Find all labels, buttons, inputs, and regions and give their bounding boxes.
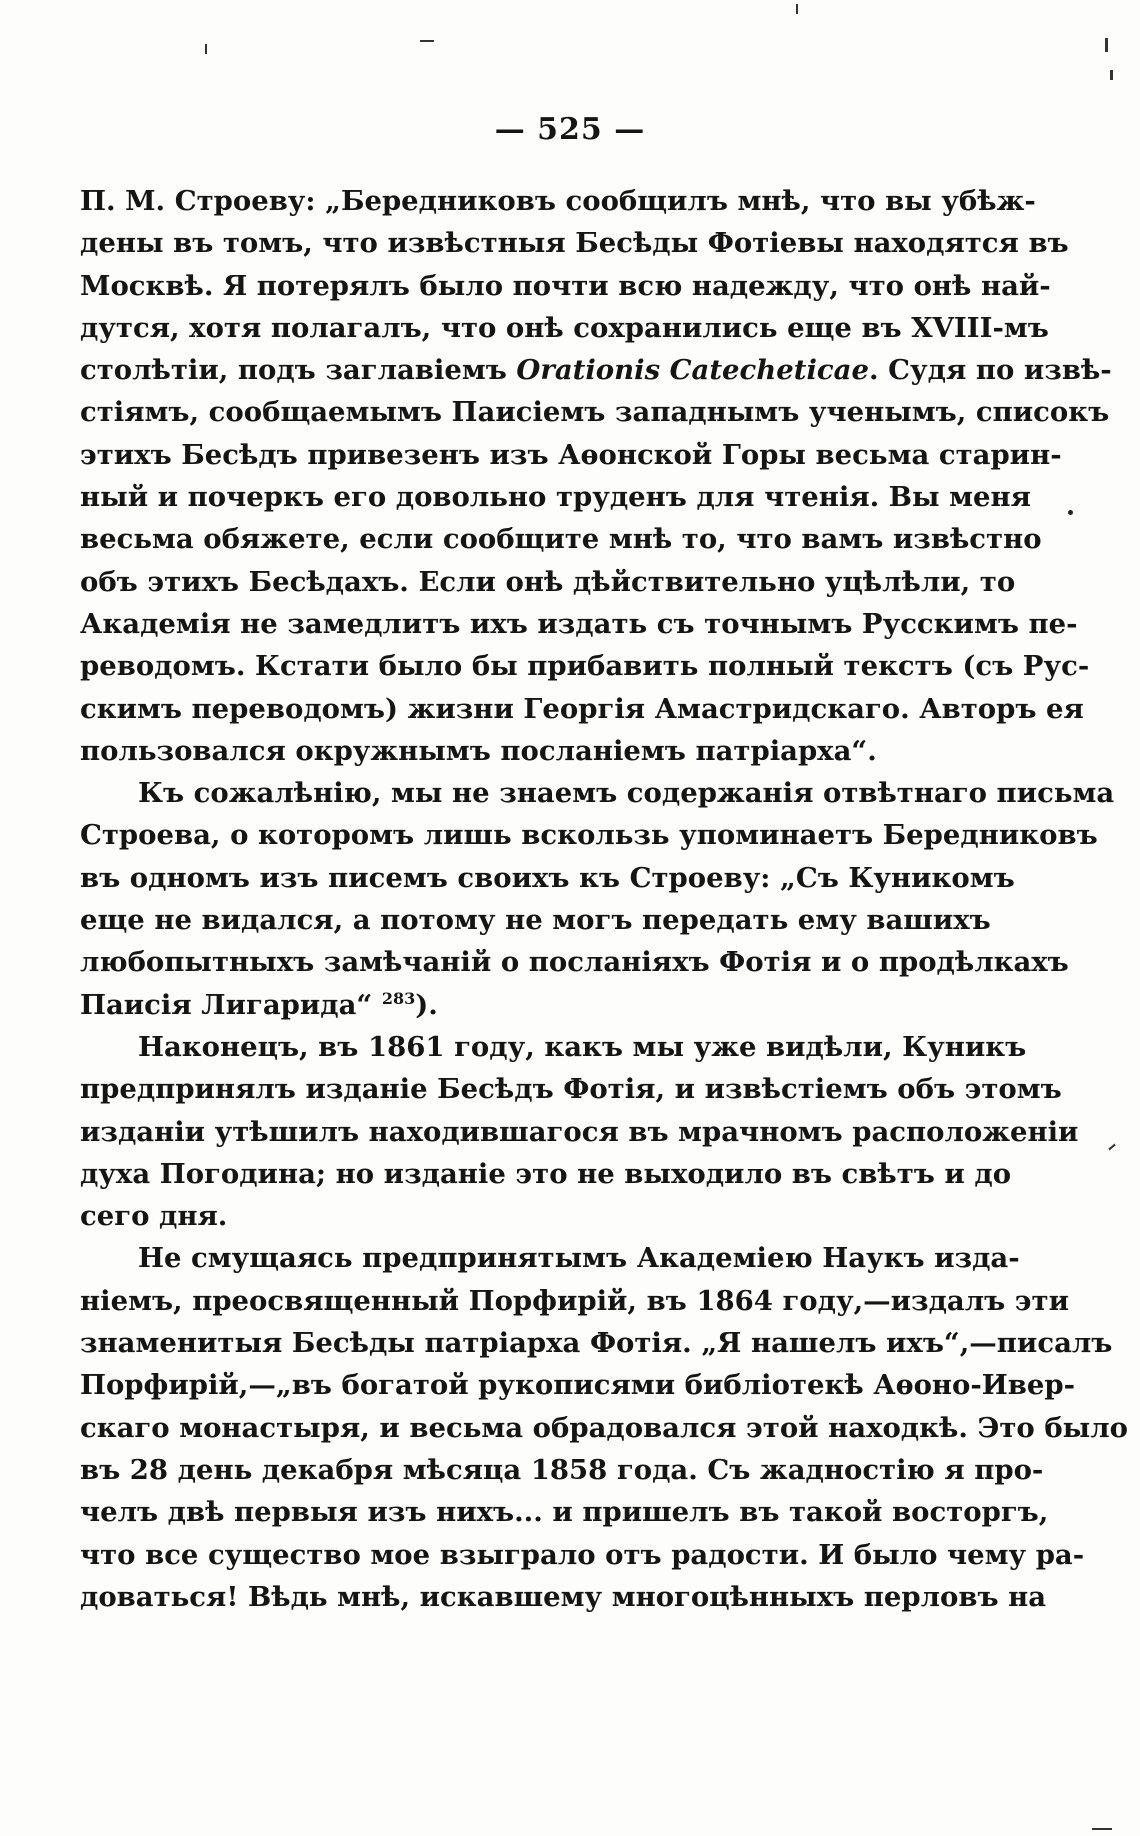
text-line: стіямъ, сообщаемымъ Паисіемъ западнымъ ученымъ, списокъ — [80, 396, 1110, 429]
page-number: — 525 — — [494, 112, 646, 147]
scan-speck — [796, 4, 798, 14]
text-line: челъ двѣ первыя изъ нихъ... и пришелъ въ такой восторгъ, — [80, 1496, 1049, 1529]
text-line: что все существо мое взыграло отъ радости. И было чему ра- — [80, 1538, 1085, 1571]
text-line: сего дня. — [80, 1200, 228, 1233]
scan-speck — [1068, 510, 1073, 515]
text-line: Москвѣ. Я потерялъ было почти всю надежду, что онѣ най- — [80, 269, 1051, 302]
text-line: скимъ переводомъ) жизни Георгія Амастридскаго. Авторъ ея — [80, 692, 1084, 725]
text-line: пользовался окружнымъ посланіемъ патріарха“. — [80, 734, 877, 767]
text-line: Къ сожалѣнію, мы не знаемъ содержанія отвѣтнаго письма — [138, 777, 1115, 810]
scan-speck — [205, 44, 207, 54]
text-line: объ этихъ Бесѣдахъ. Если онѣ дѣйствительно уцѣлѣли, то — [80, 565, 1016, 598]
scan-speck — [1110, 70, 1113, 80]
text-line: этихъ Бесѣдъ привезенъ изъ Аѳонской Горы весьма старин- — [80, 438, 1062, 471]
text-line: предпринялъ изданіе Бесѣдъ Фотія, и извѣстіемъ объ этомъ — [80, 1073, 1062, 1106]
text-line — [80, 984, 940, 1026]
text-line: ніемъ, преосвященный Порфирій, въ 1864 году,—издалъ эти — [80, 1284, 1069, 1317]
text-line: П. М. Строеву: „Бередниковъ сообщилъ мнѣ, что вы убѣж- — [80, 185, 1036, 217]
text-line: ный и почеркъ его довольно труденъ для чтенія. Вы меня — [80, 481, 1031, 514]
text-line: въ одномъ изъ писемъ своихъ къ Строеву: „Съ Куникомъ — [80, 861, 1015, 894]
text-line: Порфирій,—„въ богатой рукописями библіотекѣ Аѳоно-Ивер- — [80, 1369, 1076, 1402]
text-fragment: Паисія Лигарида“ — [80, 988, 382, 1021]
text-line: еще не видался, а потому не могъ передать ему вашихъ — [80, 904, 991, 937]
text-line: Строева, о которомъ лишь вскользь упоминаетъ Бередниковъ — [80, 819, 1098, 852]
body-text — [80, 180, 1128, 1618]
text-line: дены въ томъ, что извѣстныя Бесѣды Фотіевы находятся въ — [80, 227, 1069, 260]
text-fragment: . Судя по извѣ- — [869, 354, 1112, 387]
text-line: знаменитыя Бесѣды патріарха Фотія. „Я нашелъ ихъ“,—писалъ — [80, 1327, 1113, 1360]
scan-speck — [1092, 1828, 1112, 1830]
footnote-ref: 283 — [381, 988, 416, 1008]
text-line: Наконецъ, въ 1861 году, какъ мы уже видѣли, Куникъ — [138, 1030, 1027, 1063]
text-line: изданіи утѣшилъ находившагося въ мрачномъ расположеніи — [80, 1115, 1079, 1148]
text-line: любопытныхъ замѣчаній о посланіяхъ Фотія и о продѣлкахъ — [80, 946, 1069, 979]
text-line: духа Погодина; но изданіе это не выходило въ свѣтъ и до — [80, 1157, 1012, 1190]
text-line: Академія не замедлитъ ихъ издать съ точнымъ Русскимъ пе- — [80, 607, 1078, 640]
text-fragment: ). — [415, 988, 438, 1021]
text-fragment: столѣтіи, подъ заглавіемъ — [80, 354, 517, 387]
latin-title: Orationis Catecheticae — [516, 354, 869, 387]
text-line: скаго монастыря, и весьма обрадовался этой находкѣ. Это было — [80, 1411, 1128, 1444]
scan-speck — [1105, 38, 1108, 52]
scan-speck — [420, 40, 434, 42]
text-line: реводомъ. Кстати было бы прибавить полный текстъ (съ Рус- — [80, 650, 1090, 683]
text-line: въ 28 день декабря мѣсяца 1858 года. Съ жадностію я про- — [80, 1453, 1044, 1486]
text-line: дутся, хотя полагалъ, что онѣ сохранились еще въ XVIII-мъ — [80, 311, 1049, 344]
scan-speck — [1108, 1144, 1115, 1151]
text-line: Не смущаясь предпринятымъ Академіею Наукъ изда- — [138, 1242, 1020, 1275]
text-line — [80, 349, 1112, 391]
text-line: весьма обяжете, если сообщите мнѣ то, что вамъ извѣстно — [80, 523, 1042, 556]
text-line: доваться! Вѣдь мнѣ, искавшему многоцѣнныхъ перловъ на — [80, 1580, 1047, 1613]
